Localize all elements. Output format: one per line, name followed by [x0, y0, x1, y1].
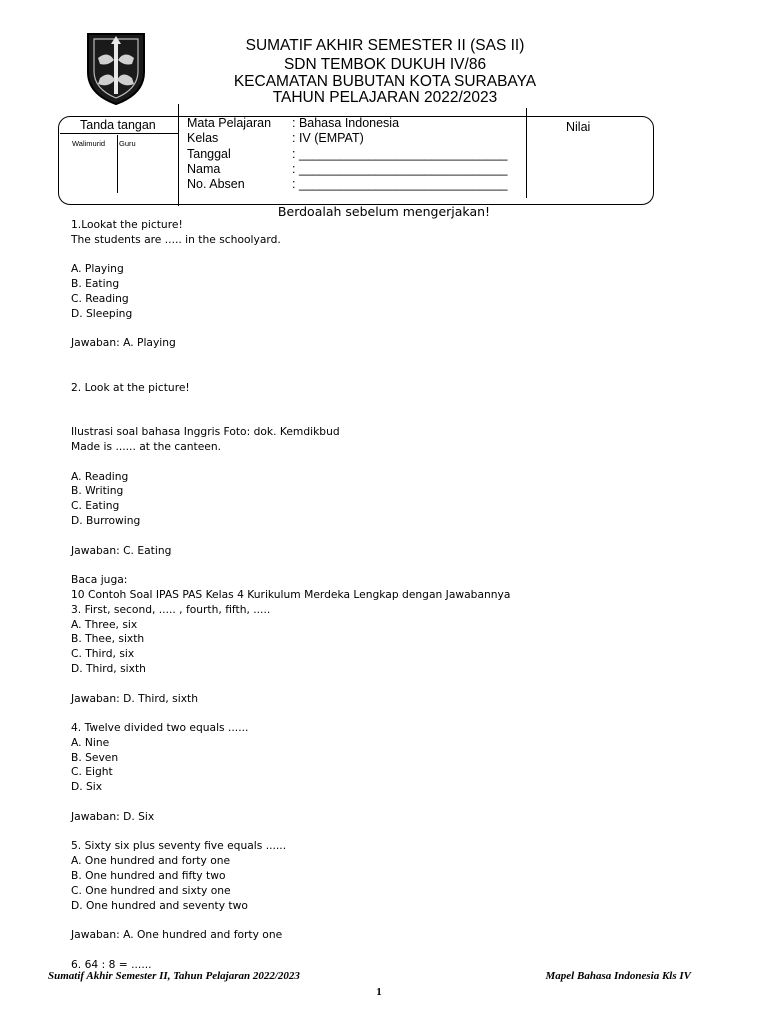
- divider-signature: [178, 104, 179, 206]
- content-line: A. Playing: [71, 262, 124, 276]
- content-line: B. Thee, sixth: [71, 632, 145, 646]
- content-line: A. Nine: [71, 735, 110, 749]
- date-field: : ______________________________: [292, 147, 508, 161]
- blank-line: [71, 322, 711, 337]
- content-line: 5. Sixty six plus seventy five equals ......: [71, 839, 287, 853]
- content-line: 2. Look at the picture!: [71, 380, 190, 394]
- blank-line: [71, 248, 711, 263]
- content-line: B. Seven: [71, 750, 119, 764]
- content-line: 6. 64 : 8 = ......: [71, 957, 152, 971]
- content-line: 4. Twelve divided two equals ......: [71, 721, 249, 735]
- parent-signature-label: Walimurid: [72, 139, 106, 148]
- class-value: : IV (EMPAT): [292, 131, 364, 145]
- content-line: Jawaban: A. Playing: [71, 336, 176, 350]
- page-number: 1: [376, 986, 382, 998]
- class-label: Kelas: [187, 131, 219, 145]
- content-line: 3. First, second, ..... , fourth, fifth, .....: [71, 602, 271, 616]
- content-line: A. Three, six: [71, 617, 138, 631]
- blank-line: [71, 396, 711, 411]
- blank-line: [71, 706, 711, 721]
- name-field: : ______________________________: [292, 162, 508, 176]
- content-line: C. Reading: [71, 291, 129, 305]
- blank-line: [71, 913, 711, 928]
- footer-right: Mapel Bahasa Indonesia Kls IV: [545, 970, 691, 982]
- signature-label: Tanda tangan: [80, 118, 156, 132]
- content-line: C. Eating: [71, 499, 120, 513]
- content-line: Jawaban: D. Third, sixth: [71, 691, 199, 705]
- content-line: B. One hundred and fifty two: [71, 869, 226, 883]
- content-line: A. Reading: [71, 469, 129, 483]
- divider-score: [526, 108, 527, 198]
- content-line: Jawaban: C. Eating: [71, 543, 172, 557]
- blank-line: [71, 410, 711, 425]
- content-line: C. Eight: [71, 765, 113, 779]
- content-line: D. Burrowing: [71, 513, 141, 527]
- subject-value: : Bahasa Indonesia: [292, 116, 400, 130]
- blank-line: [71, 825, 711, 840]
- content-line: D. Six: [71, 780, 103, 794]
- content-line: Made is ...... at the canteen.: [71, 439, 222, 453]
- content-line: 1.Lookat the picture!: [71, 218, 183, 231]
- district-line: KECAMATAN BUBUTAN KOTA SURABAYA: [233, 73, 537, 90]
- prayer-instruction: Berdoalah sebelum mengerjakan!: [277, 204, 491, 219]
- absence-number-field: : ______________________________: [292, 177, 508, 191]
- content-line: Baca juga:: [71, 573, 128, 587]
- content-line: The students are ..... in the schoolyard.: [71, 232, 281, 246]
- content-line: D. One hundred and seventy two: [71, 898, 248, 912]
- name-label: Nama: [187, 162, 221, 176]
- content-line: A. One hundred and forty one: [71, 854, 231, 868]
- content-line: C. Third, six: [71, 647, 135, 661]
- score-label: Nilai: [566, 120, 591, 134]
- content-line: 10 Contoh Soal IPAS PAS Kelas 4 Kurikulum Merdeka Lengkap dengan Jawabannya: [71, 587, 511, 601]
- blank-line: [71, 677, 711, 692]
- blank-line: [71, 558, 711, 573]
- content-line: D. Third, sixth: [71, 661, 146, 675]
- content-line: D. Sleeping: [71, 306, 133, 320]
- content-line: C. One hundred and sixty one: [71, 883, 231, 897]
- signature-header-line: [60, 133, 178, 134]
- school-crest-logo: [82, 30, 150, 106]
- date-label: Tanggal: [187, 147, 231, 161]
- content-line: Ilustrasi soal bahasa Inggris Foto: dok. Kemdikbud: [71, 425, 340, 439]
- content-line: B. Eating: [71, 277, 120, 291]
- absence-number-label: No. Absen: [187, 177, 245, 191]
- footer-left: Sumatif Akhir Semester II, Tahun Pelajaran 2022/2023: [48, 970, 300, 982]
- content-line: Jawaban: D. Six: [71, 809, 155, 823]
- blank-line: [71, 943, 711, 958]
- blank-line: [71, 351, 711, 366]
- blank-line: [71, 529, 711, 544]
- teacher-signature-label: Guru: [119, 139, 136, 148]
- blank-line: [71, 455, 711, 470]
- academic-year: TAHUN PELAJARAN 2022/2023: [272, 89, 498, 106]
- signature-column-divider: [117, 135, 118, 193]
- blank-line: [71, 795, 711, 810]
- school-name: SDN TEMBOK DUKUH IV/86: [283, 56, 487, 73]
- subject-label: Mata Pelajaran: [187, 116, 272, 130]
- content-line: B. Writing: [71, 484, 124, 498]
- header-title: SUMATIF AKHIR SEMESTER II (SAS II): [245, 37, 525, 54]
- question-content: [71, 218, 711, 973]
- blank-line: [71, 366, 711, 381]
- content-line: Jawaban: A. One hundred and forty one: [71, 928, 283, 942]
